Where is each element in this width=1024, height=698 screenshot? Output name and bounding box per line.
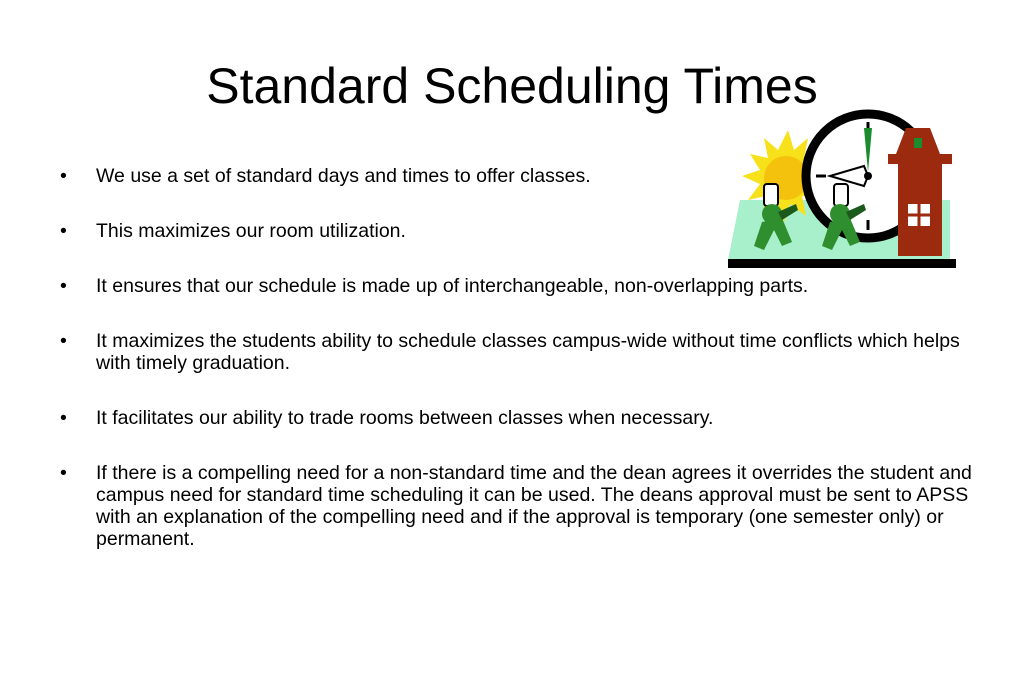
bullet-item (60, 330, 980, 374)
bullet-marker: • (60, 407, 67, 429)
bullet-marker: • (60, 275, 67, 297)
ground-base (728, 259, 956, 268)
bullet-marker: • (60, 220, 67, 242)
bullet-text: It maximizes the students ability to schedule classes campus-wide without time conflicts which helps with timely graduation. (96, 330, 960, 374)
bullet-text: This maximizes our room utilization. (96, 220, 406, 242)
bullet-text: It ensures that our schedule is made up of interchangeable, non-overlapping parts. (96, 275, 809, 297)
bullet-text: If there is a compelling need for a non-standard time and the dean agrees it overrides the student and campus need for standard time scheduling it can be used. The deans approval must be sent to APSS with an explanation of the compelling need and if the approval is temporary (one semester only) or permanent. (96, 462, 972, 550)
slide-title: Standard Scheduling Times (206, 58, 818, 114)
bullet-marker: • (60, 165, 67, 187)
bullet-item (60, 462, 980, 550)
bullet-marker: • (60, 330, 67, 352)
bullet-text: We use a set of standard days and times to offer classes. (96, 165, 591, 187)
bullet-item (60, 407, 980, 429)
bullet-marker: • (60, 462, 67, 484)
bullet-item (60, 275, 980, 297)
students-running-clock-schoolhouse-icon (718, 100, 962, 276)
bullet-text: It facilitates our ability to trade rooms between classes when necessary. (96, 407, 714, 429)
